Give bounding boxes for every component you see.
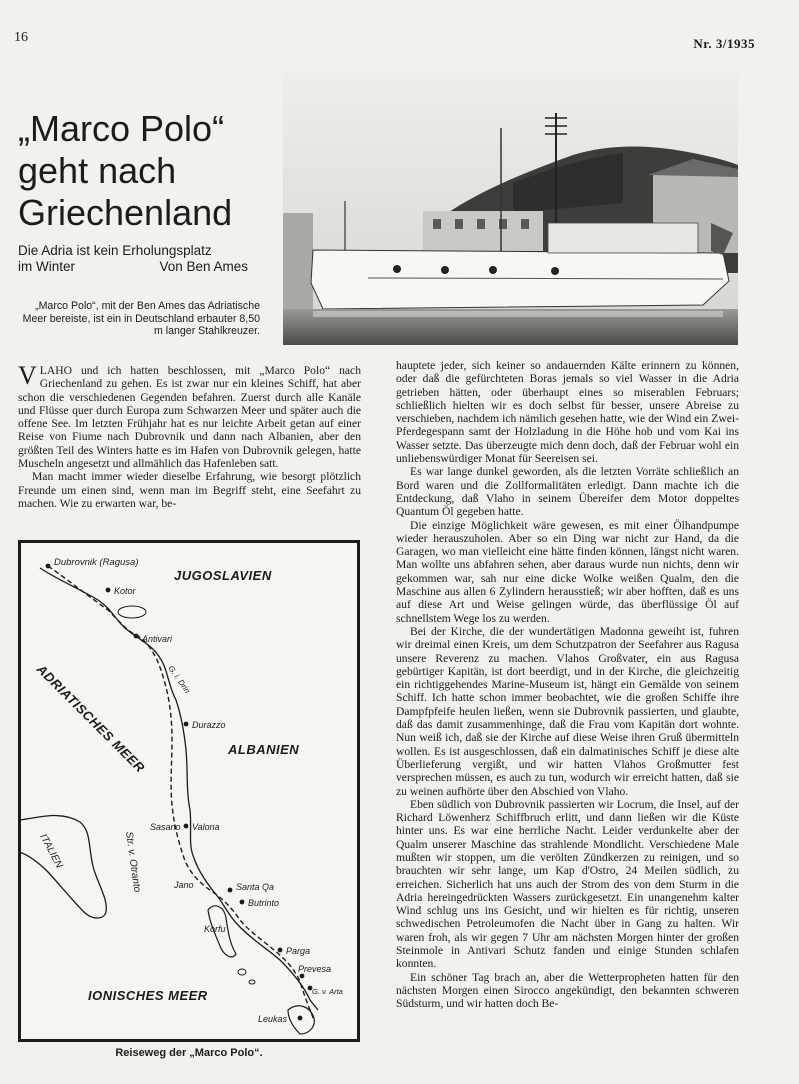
boat-photo	[283, 73, 738, 345]
paragraph: Es war lange dunkel geworden, als die letzten Vorräte schließlich an Bord waren und die Zollformalitäten erledigt. Dann machte ich die Entdeckung, daß Vlaho in seinem Übereifer dem Motor doppeltes Quantum Öl gegeben hatte.	[396, 465, 739, 519]
paragraph: Ein schöner Tag brach an, aber die Wetterpropheten hatten für den nächsten Morgen einen Sirocco angekündigt, den bekannten schweren Südsturm, und wir hatten doch Be-	[396, 970, 739, 1011]
issue-number: Nr. 3/1935	[693, 36, 755, 51]
label-otranto: Str. v. Otranto	[123, 830, 143, 893]
subtitle-line: im Winter	[18, 259, 75, 274]
label-jugoslavien: JUGOSLAVIEN	[174, 568, 272, 583]
label-butrinto: Butrinto	[248, 898, 280, 908]
label-sasano: Sasano	[150, 822, 181, 832]
label-italien: ITALIEN	[37, 832, 65, 871]
author-byline: Von Ben Ames	[159, 259, 248, 274]
article-title	[18, 108, 278, 234]
label-parga: Parga	[286, 946, 311, 956]
paragraph: hauptete jeder, sich keiner so andauernden Kälte erinnern zu können, oder daß die gefürchteten Boras jemals so viel Wasser in die Adria getrieben hätten, oder überhaupt eines so miserablen Februars; schließlich hielten wir es doch selbst für besser, unsere Abreise zu verschieben, nachdem ich nämlich gesehen hatte, wie der Wind ein Zwei-Pferdegespann samt der Holzladung in die Höhe hob und vom Kai ins Wasser setzte. Das überzeugte mich denn doch, daß der Februar wohl ein unliebenswürdiger Monat für Seereisen sei.	[396, 359, 739, 466]
route-map	[18, 540, 360, 1042]
article-column-1	[18, 361, 361, 510]
paragraph: Man macht immer wieder dieselbe Erfahrung, wie besorgt plötzlich Freunde um einen sind, wenn man im Begriff steht, eine Seefahrt zu machen. Wie zu erwarten war, be-	[18, 470, 361, 510]
label-jano: Jano	[174, 880, 194, 890]
label-ionisches-meer: IONISCHES MEER	[88, 988, 208, 1003]
label-valona: Valona	[192, 822, 220, 832]
title-line: „Marco Polo“	[18, 108, 225, 149]
paragraph: Bei der Kirche, die der wundertätigen Madonna geweiht ist, fuhren wir dreimal einen Kreis, um dem Schutzpatron der Seefahrer aus Ragusa unsere Reverenz zu machen. Vlahos Großvater, ein aus Ragusa gebürtiger Kapitän, ist dort beerdigt, und in der Kirche, die gleichzeitig ein richtiggehendes Marine-Museum ist, hängt ein Gemälde von seinem Schiff. Ich hatte schon immer beobachtet, wie die großen Schiffe ihre Dampfpfeife heulen ließen, wenn sie Dubrovnik passierten, und glaubte, daß das damit zusammenhinge, daß die Frau vom Kapitän dort wohnte. Nun weiß ich, daß sie der Kirche auf diese Weise ihren Gruß übermitteln wollen. Es ist ausgeschlossen, daß ein dalmatinisches Schiff je diese alte Überlieferung vergißt, und wir hatten Vlahos Großmutter fest versprechen müssen, es auch zu tun, wodurch wir erreicht hatten, daß sie zu weinen aufhörte über den Abschied von Vlaho.	[396, 624, 739, 798]
page-number: 16	[14, 30, 28, 45]
label-prevesa: Prevesa	[298, 964, 332, 974]
subtitle-line: Die Adria ist kein Erholungsplatz	[18, 243, 212, 258]
drop-cap: V	[18, 361, 37, 390]
label-santa-qa: Santa Qa	[236, 882, 275, 892]
title-line: Griechenland	[18, 192, 233, 233]
label-arta: G. v. Arta	[312, 987, 343, 996]
title-line: geht nach	[18, 150, 177, 191]
label-durazzo: Durazzo	[192, 720, 226, 730]
label-drin: G. i. Drin	[166, 663, 192, 696]
photo-caption: „Marco Polo“, mit der Ben Ames das Adriatische Meer bereiste, ist ein in Deutschland erbauter 8,50 m langer Stahlkreuzer.	[22, 300, 260, 337]
map-caption: Reiseweg der „Marco Polo“.	[115, 1047, 263, 1059]
label-kotor: Kotor	[114, 586, 136, 596]
label-korfu: Korfu	[204, 924, 226, 934]
label-leukas: Leukas	[258, 1014, 288, 1024]
paragraph: LAHO und ich hatten beschlossen, mit „Marco Polo“ nach Griechenland zu gehen. Es ist zwar nur ein kleines Schiff, hat aber schon die verschiedenen Gegenden befahren. Zuerst durch alle Kanäle und Flüsse quer durch Europa zum Schwarzen Meer und später auch die offene See. Im letzten Frühjahr hat es nur leichte Arbeit getan auf einer Reise von Fiume nach Dubrovnik und dann nach Albanien, aber den größten Teil des Winters hatte es im Hafen von Dubrovnik gelegen, hatte Muscheln angesetzt und allmählich das Hafenleben satt.	[18, 364, 361, 471]
label-albanien: ALBANIEN	[228, 742, 300, 757]
label-adriatisches-meer: ADRIATISCHES MEER	[33, 661, 148, 776]
paragraph: Die einzige Möglichkeit wäre gewesen, es mit einer Ölhandpumpe wieder herauszuholen. Aber so ein Ding war nicht zur Hand, da die Garagen, wo man vielleicht eine hätte finden können, längst nicht waren. Man wollte uns abfahren sehen, aber daraus wurde nun nichts, denn wir gekommen war, sah nur eine dicke Wolke weißen Qualm, den die Maschine aus allen 6 Zylindern herausstieß; wir aber hofften, daß es uns auf diese Art und Weise gelingen würde, das überflüssige Öl auf schnellstem Wege los zu werden.	[396, 518, 739, 625]
paragraph: Eben südlich von Dubrovnik passierten wir Locrum, die Insel, auf der Richard Löwenherz Schiffbruch erlitt, und dann ließen wir die Küste hinter uns. Es war eine herrliche Nacht. Leider verdunkelte aber der Qualm unserer Maschine das strahlende Mondlicht. Verschiedene Male mußten wir stoppen, um die verölten Zündkerzen zu reinigen, und so brauchten wir sehr lange, um Kap d'Ostro, 24 Meilen südlich, zu erreichen. Sicherlich hat uns auch der Strom des von dem Sturm in die Adria hereingedrückten Wassers zurückgesetzt. Ein unangenehm kalter Wind schlug uns ins Gesicht, und wir hielten es für richtig, unseren schwedischen Petroleumofen die Nacht über in Gang zu halten. Wir waren froh, als wir gegen 7 Uhr am nächsten Morgen hinter der großen Steinmole in Antivari Schutz fanden und einige Stunden schlafen konnten.	[396, 797, 739, 971]
label-dubrovnik: Dubrovnik (Ragusa)	[54, 557, 139, 568]
label-antivari: Antivari	[142, 634, 173, 644]
article-subtitle	[18, 243, 248, 275]
article-column-2	[396, 359, 739, 1069]
